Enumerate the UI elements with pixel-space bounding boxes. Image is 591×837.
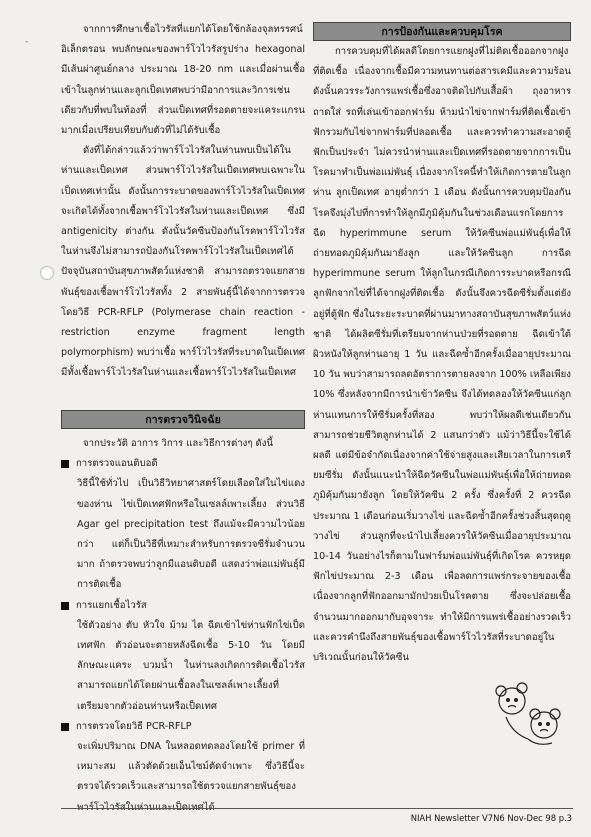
bullet-square-icon [61,723,69,731]
prevention-paragraph: การควบคุมที่ได้ผลดีโดยการแยกฝูงที่ไม่ติดเชื้อออกจากฝูงที่ติดเชื้อ เนื่องจากเชื้อมีความทนทานต่อสารเคมีและความร้อน ดังนั้นควรระวังการแพร่เชื้อซึ่งอาจติดไปกับเสื้อผ้า ถุงอาหาร ถาดใส่ รถที่เล่นเข้าออกฟาร์ม ห้ามนำไข่จากฟาร์มที่ติดเชื้อเข้าฟักรวมกับไข่จากฟาร์มที่ปลอดเชื้อ และควรทำความสะอาดตู้ฟักเป็นประจำ ไม่ควรนำห่านและเป็ดเทศที่รอดตายจากการเป็นโรคมาทำเป็นพ่อแม่พันธุ์ เนื่องจากโรคนี้ทำให้เกิดการตายในลูกห่าน ลูกเป็ดเทศ อายุต่ำกว่า 1 เดือน ดังนั้นการควบคุมป้องกันโรคจึงมุ่งไปที่การทำให้ลูกมีภูมิคุ้มกันในช่วงเดือนแรกโดยการฉีด hyperimmune serum ให้วัคซีนพ่อแม่พันธุ์เพื่อให้ถ่ายทอดภูมิคุ้มกันมายังลูก และให้วัคซีนลูก การฉีด hyperimmune serum ให้ลูกในกรณีเกิดการระบาดหรือกรณีลูกฟักจากไข่ที่ได้จากฝูงที่ติดเชื้อ ดังนั้นจึงควรฉีดซีรั่มตั้งแต่ยังอยู่ที่ตู้ฟัก ซึ่งในระยะระบาดที่ผ่านมาทางสถาบันสุขภาพสัตว์แห่งชาติ ได้ผลิตซีรั่มที่เตรียมจากห่านป่วยที่รอดตาย ฉีดเข้าใต้ผิวหนังให้ลูกห่านอายุ 1 วัน และฉีดซ้ำอีกครั้งเมื่ออายุประมาณ 10 วัน พบว่าสามารถลดอัตราการตายลงจาก 100% เหลือเพียง 10% ซึ่งหลังจากมีการนำเข้าวัคซีน จึงได้ทดลองให้วัคซีนแก่ลูกห่านแทนการให้ซีรั่มครั้งที่สอง พบว่าให้ผลดีเช่นเดียวกัน สามารถช่วยชีวิตลูกห่านได้ 2 แสนกว่าตัว แม้ว่าวิธีนี้จะใช้ได้ผลดี แต่มีข้อจำกัดเนื่องจากค่าใช้จ่ายสูงและเสียเวลาในการเตรียมซีรั่ม ดังนั้นแนะนำให้ฉีดวัคซีนในพ่อแม่พันธุ์เพื่อให้ถ่ายทอดภูมิคุ้มกันมายังลูก โดยให้วัคซีน 2 ครั้ง ซึ่งครั้งที่ 2 ควรฉีดประมาณ 1 เดือนก่อนเริ่มวางไข่ และฉีดซ้ำอีกครั้งช่วงสิ้นสุดฤดูวางไข่ ส่วนลูกที่จะนำไปเลี้ยงควรให้วัคซีนเมื่ออายุประมาณ 10-14 วันอย่างไรก็ตามในฟาร์มพ่อแม่พันธุ์ที่เกิดโรค ควรหยุดฟักไข่ประมาณ 2-3 เดือน เพื่อลดการแพร่กระจายของเชื้อ เนื่องจากลูกที่ฟักออกมามักป่วยเป็นโรคตาย ซึ่งจะปล่อยเชื้อจำนวนมากออกมากับอุจจาระ ทำให้มีการแพร่เชื้ออย่างรวดเร็ว และควรคำนึงถึงสายพันธุ์ของเชื้อพาร์โวไวรัสที่ระบาดอยู่ในบริเวณนั้นก่อนให้วัคซีน [313,46,571,664]
right-column [313,42,571,668]
diagnosis-heading-banner [61,410,305,429]
footer-citation: NIAH Newsletter V7N6 Nov-Dec 98 p.3 [410,813,572,823]
prevention-heading-banner [313,22,571,41]
diagnosis-item-text: วิธีนี้ใช้ทั่วไป เป็นวิธีวิทยาศาสตร์โดยเลือดใส่ในไข่แดงของห่าน ไข่เป็ดเทศฟักหรือในเซลล์เพาะเลี้ยง ส่วนวิธี Agar gel precipitation test ถึงแม้จะมีความไวน้อยกว่า แต่ก็เป็นวิธีที่เหมาะสำหรับการตรวจซีรั่มจำนวนมาก ถ้าตรวจพบว่าลูกมีแอนติบอดี แสดงว่าพ่อแม่พันธุ์มีการติดเชื้อ [77,478,305,591]
diagnosis-heading: การตรวจวินิจฉัย [145,414,221,426]
strain-paragraph: ดังที่ได้กล่าวแล้วว่าพาร์โวไวรัสในห่านพบเป็นได้ในห่านและเป็ดเทศ ส่วนพาร์โวไวรัสในเป็ดเทศพบเฉพาะในเป็ดเทศเท่านั้น ดังนั้นการระบาดของพาร์โวไวรัสในเป็ดเทศ จะเกิดได้ทั้งจากเชื้อพาร์โวไวรัสในห่านและเป็ดเทศ ซึ่งมี antigenicity ต่างกัน ดังนั้นวัคซีนป้องกันโรคพาร์โวไวรัสในห่านจึงไม่สามารถป้องกันโรคพาร์โวไวรัสในเป็ดเทศได้ ปัจจุบันสถาบันสุขภาพสัตว์แห่งชาติ สามารถตรวจแยกสายพันธุ์ของเชื้อพาร์โวไวรัสทั้ง 2 สายพันธุ์นี้ได้จากการตรวจโดยวิธี PCR-RFLP (Polymerase chain reaction - restriction enzyme fragment length polymorphism) พบว่าเชื้อ พาร์โวไวรัสที่ระบาดในเป็ดเทศ มีทั้งเชื้อพาร์โวไวรัสในห่านและเชื้อพาร์โวไวรัสในเป็ดเทศ [61,145,305,379]
scan-mark: - [25,37,29,47]
diagnosis-section [61,434,305,818]
intro-paragraph: จากการศึกษาเชื้อไวรัสที่แยกได้โดยใช้กล้องจุลทรรศน์อิเล็กตรอน พบลักษณะของพาร์โวไวรัสรูปร่าง hexagonal มีเส้นผ่าศูนย์กลาง ประมาณ 18-20 nm และเมื่อผ่านเชื้อเข้าในลูกห่านและลูกเป็ดเทศพบว่ามีอาการและวิการเช่นเดียวกับที่พบในท้องที่ ส่วนเป็ดเทศที่รอดตายจะแคระแกรนมากเมื่อเปรียบเทียบกับตัวที่ไม่ได้รับเชื้อ [61,24,305,137]
diagnosis-item-text: ใช้ตัวอย่าง ตับ หัวใจ ม้าม ไต ฉีดเข้าไข่ห่านฟักไข่เป็ดเทศฟัก ตัวอ่อนจะตายหลังฉีดเชื้อ 5-10 วัน โดยมีลักษณะแคระ บวมน้ำ ในห่านลงเกิดการติดเชื้อไวรัสสามารถแยกได้โดยผ่านเชื้อลงในเซลล์เพาะเลี้ยงที่เตรียมจากตัวอ่อนห่านหรือเป็ดเทศ [77,619,305,712]
left-column [61,20,305,384]
diagnosis-item-text: จะเพิ่มปริมาณ DNA ในหลอดทดลองโดยใช้ primer ที่เหมาะสม แล้วตัดด้วยเอ็นไซม์ตัดจำเพาะ ซึ่งวิธีนี้จะตรวจได้รวดเร็วและสามารถใช้ตรวจแยกสายพันธุ์ของพาร์โวไวรัสในห่านและเป็ดเทศได้ [77,741,305,813]
diagnosis-item-heading: การแยกเชื้อไวรัส [61,596,305,616]
bullet-square-icon [61,602,69,610]
footer-rule [61,808,573,809]
diagnosis-item-heading: การตรวจโดยวิธี PCR-RFLP [61,717,305,737]
sick-animals-cartoon-icon [488,675,570,757]
diagnosis-item-heading: การตรวจแอนติบอดี [61,454,305,474]
prevention-heading: การป้องกันและควบคุมโรค [381,26,503,38]
bullet-square-icon [61,460,69,468]
diagnosis-intro: จากประวัติ อาการ วิการ และวิธีการต่างๆ ดังนี้ [83,438,273,449]
punch-hole [40,266,54,280]
